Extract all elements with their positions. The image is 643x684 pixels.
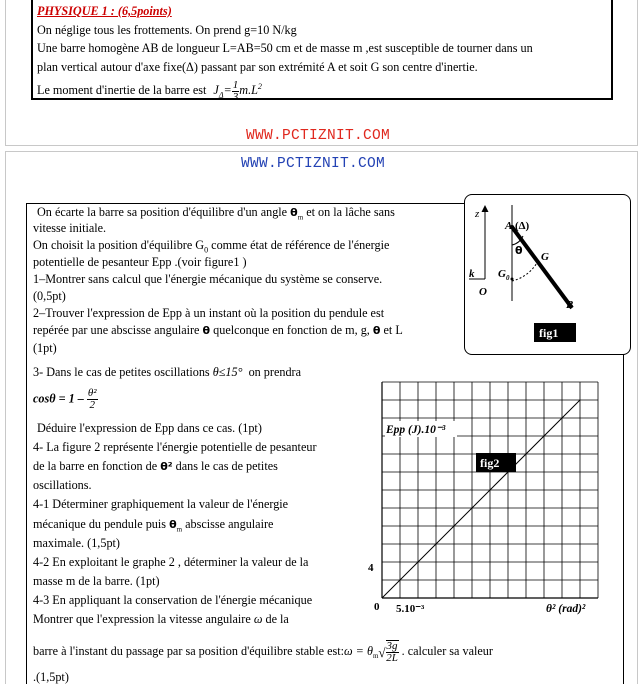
label-g: G — [541, 251, 549, 263]
text-line-22: barre à l'instant du passage par sa position d'équilibre stable est:ω = $\theta_m√$ $\frac{3g}{2L}$ . calculer sa valeur — [33, 640, 493, 664]
text-line-9: (1pt) — [33, 341, 57, 355]
physique-title: PHYSIQUE 1 : (6,5points) — [37, 4, 172, 18]
text-line-13: de la barre en fonction de θ² dans le cas de petites — [33, 459, 278, 473]
text-line-19: masse m de la barre. (1pt) — [33, 574, 160, 588]
epp-chart — [360, 376, 610, 626]
header-line-4: Le moment d'inertie de la barre est $J_\Delta=$ $\frac{1}{3}$ $m.L^2$ — [37, 78, 262, 103]
bar-ab — [512, 227, 572, 308]
swing-arc — [512, 261, 538, 281]
text-line-21: Montrer que l'expression la vitesse angulaire ω de la — [33, 612, 289, 626]
label-a: A — [505, 220, 513, 232]
text-line-2: vitesse initiale. — [33, 221, 107, 235]
text-line-7: 2–Trouver l'expression de Epp à un instant où la position du pendule est — [33, 306, 385, 320]
pendulum-diagram — [465, 195, 632, 356]
label-g0: $G_0$ — [498, 268, 510, 282]
figure-2-graph — [360, 376, 610, 626]
text-line-23: .(1,5pt) — [33, 670, 69, 684]
fig1-label: fig1 — [539, 326, 559, 340]
label-theta: θ — [515, 244, 523, 257]
cos-approx-formula: cosθ = 1 – $\frac{\text{θ²}}{2}$ — [33, 387, 97, 411]
watermark-second[interactable]: WWW.PCTIZNIT.COM — [241, 156, 386, 172]
label-o: O — [479, 286, 487, 298]
text-line-18: 4-2 En exploitant le graphe 2 , déterminer la valeur de la — [33, 555, 309, 569]
label-delta: (Δ) — [515, 220, 530, 232]
text-line-5: 1–Montrer sans calcul que l'énergie mécanique du système se conserve. — [33, 272, 383, 286]
text-line-1: On écarte la barre sa position d'équilibre d'un angle $\theta_m$ et on la lâche sans — [37, 205, 395, 222]
text-line-12: 4- La figure 2 représente l'énergie potentielle de pesanteur — [33, 440, 317, 454]
label-k: k — [469, 268, 475, 280]
y-axis-label: Epp (J).10⁻³ — [386, 424, 446, 436]
text-line-6: (0,5pt) — [33, 289, 66, 303]
text-line-14: oscillations. — [33, 478, 92, 492]
text-line-16: mécanique du pendule puis $\theta_m$ abscisse angulaire — [33, 517, 274, 534]
text-line-11: Déduire l'expression de Epp dans ce cas. (1pt) — [37, 421, 262, 435]
physique-header-box — [31, 0, 613, 103]
x-tick-label: 5.10⁻³ — [396, 603, 425, 615]
figure-1 — [464, 194, 631, 355]
text-line-8: repérée par une abscisse angulaire θ quelconque en fonction de m, g, θ et L — [33, 323, 403, 337]
x-axis-label: θ² (rad)² — [546, 603, 586, 615]
header-line-2: Une barre homogène AB de longueur L=AB=50 cm et de masse m ,est susceptible de tourner dans un — [37, 41, 533, 55]
text-line-15: 4-1 Déterminer graphiquement la valeur de l'énergie — [33, 497, 289, 511]
text-line-17: maximale. (1,5pt) — [33, 536, 120, 550]
inertia-formula: $J_\Delta=$ $\frac{1}{3}$ $m.L^2$ — [213, 78, 262, 103]
watermark-top[interactable]: WWW.PCTIZNIT.COM — [246, 128, 391, 144]
text-line-3: On choisit la position d'équilibre $G_0$ comme état de référence de l'énergie — [33, 238, 390, 255]
fig2-label: fig2 — [480, 456, 500, 470]
header-line-3: plan vertical autour d'axe fixe(Δ) passant par son extrémité A et soit G son centre d'inertie. — [37, 59, 478, 74]
text-line-10: 3- Dans le cas de petites oscillations θ≤15° on prendra — [33, 365, 302, 379]
text-line-4: potentielle de pesanteur Epp .(voir figure1 ) — [33, 255, 247, 269]
label-b: B — [566, 299, 574, 311]
y-tick-label: 4 — [368, 562, 374, 574]
text-line-20: 4-3 En appliquant la conservation de l'énergie mécanique — [33, 593, 313, 607]
header-line-1: On néglige tous les frottements. On prend g=10 N/kg — [37, 22, 297, 37]
origin-label: 0 — [374, 601, 380, 613]
label-z: z — [475, 208, 480, 220]
point-g0 — [511, 278, 514, 281]
page-1-fragment — [5, 0, 638, 146]
